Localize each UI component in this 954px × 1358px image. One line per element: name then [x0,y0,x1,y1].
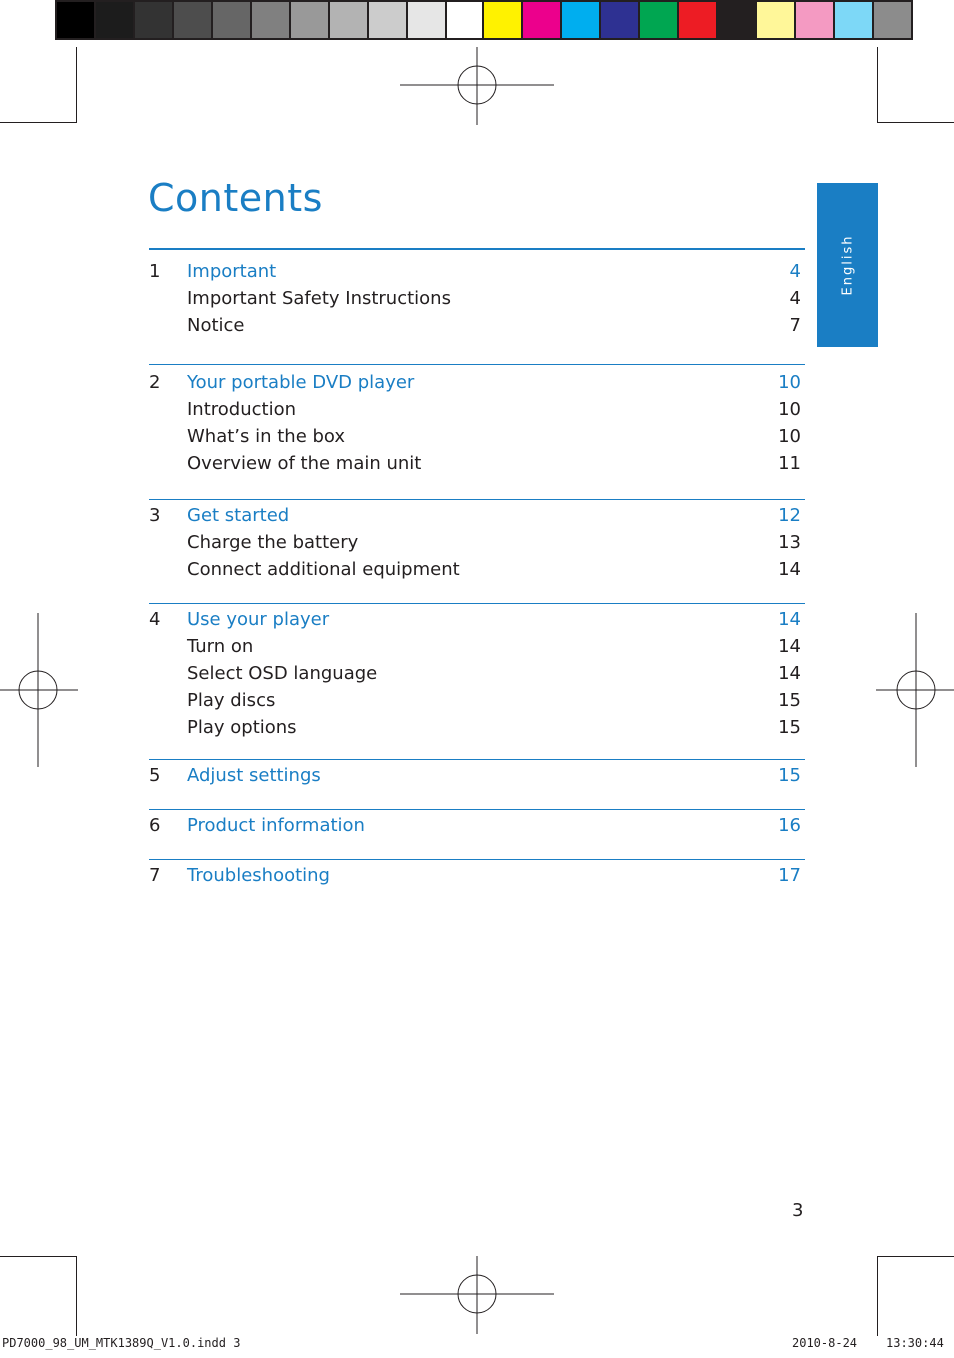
color-swatch [757,0,796,40]
color-swatch [291,0,330,40]
item-label: Notice [187,315,245,336]
item-label: Turn on [187,636,254,657]
toc-chapter-row[interactable] [149,812,805,839]
color-swatch [174,0,213,40]
toc-section [149,809,805,859]
chapter-title: Troubleshooting [187,865,330,886]
chapter-title: Adjust settings [187,765,321,786]
item-page: 15 [778,717,801,738]
color-swatch [523,0,562,40]
crop-mark [0,1256,77,1257]
color-swatch [135,0,174,40]
crop-mark [877,1256,954,1257]
registration-mark-top [400,47,554,125]
color-swatch [447,0,486,40]
chapter-title: Use your player [187,609,330,630]
toc-chapter-row[interactable] [149,258,805,285]
chapter-number: 1 [149,261,161,282]
toc-item-row[interactable] [149,687,805,714]
chapter-number: 7 [149,865,161,886]
registration-mark-left [0,613,78,767]
language-tab [817,183,878,347]
slug-filename: PD7000_98_UM_MTK1389Q_V1.0.indd 3 [2,1336,241,1350]
slug-time: 13:30:44 [886,1336,944,1350]
toc-item-row[interactable] [149,423,805,450]
page-title: Contents [148,176,323,220]
toc-chapter-row[interactable] [149,369,805,396]
item-page: 13 [778,532,801,553]
color-swatch [408,0,447,40]
toc-item-row[interactable] [149,312,805,339]
toc-item-row[interactable] [149,714,805,741]
item-page: 15 [778,690,801,711]
chapter-title: Product information [187,815,365,836]
chapter-number: 2 [149,372,161,393]
color-swatch [55,0,96,40]
crop-mark [0,122,77,123]
toc-item-row[interactable] [149,660,805,687]
color-swatch [562,0,601,40]
item-page: 10 [778,399,801,420]
color-swatch [835,0,874,40]
toc-item-row[interactable] [149,396,805,423]
toc-item-row[interactable] [149,556,805,583]
chapter-number: 5 [149,765,161,786]
item-page: 14 [778,636,801,657]
toc-section [149,759,805,809]
item-label: Charge the battery [187,532,359,553]
item-page: 14 [778,559,801,580]
color-swatch [601,0,640,40]
chapter-number: 4 [149,609,161,630]
toc-chapter-row[interactable] [149,862,805,889]
item-page: 10 [778,426,801,447]
chapter-title: Get started [187,505,290,526]
chapter-page: 15 [778,765,801,786]
toc-chapter-row[interactable] [149,606,805,633]
chapter-title: Important [187,261,277,282]
item-label: Connect additional equipment [187,559,460,580]
toc-item-row[interactable] [149,633,805,660]
chapter-page: 17 [778,865,801,886]
table-of-contents [149,248,805,889]
color-swatch [796,0,835,40]
item-page: 7 [789,315,801,336]
toc-chapter-row[interactable] [149,502,805,529]
chapter-page: 16 [778,815,801,836]
page-number: 3 [792,1200,804,1221]
color-swatch [874,0,913,40]
registration-mark-right [876,613,954,767]
item-page: 4 [789,288,801,309]
color-swatch [640,0,679,40]
color-swatch [252,0,291,40]
chapter-number: 3 [149,505,161,526]
chapter-page: 4 [789,261,801,282]
toc-section [149,499,805,603]
toc-item-row[interactable] [149,529,805,556]
color-swatch [96,0,135,40]
color-swatch [369,0,408,40]
item-label: Play options [187,717,297,738]
crop-mark [877,47,878,122]
color-swatch [718,0,757,40]
color-swatch [330,0,369,40]
toc-section [149,603,805,759]
toc-item-row[interactable] [149,450,805,477]
toc-section [149,364,805,499]
chapter-number: 6 [149,815,161,836]
toc-section [149,248,805,364]
slug-date: 2010-8-24 [792,1336,858,1350]
color-swatch [679,0,718,40]
color-swatch [213,0,252,40]
toc-chapter-row[interactable] [149,762,805,789]
chapter-page: 14 [778,609,801,630]
item-label: Play discs [187,690,276,711]
process-color-bar [482,0,913,40]
item-label: Overview of the main unit [187,453,422,474]
language-tab-label: English [840,234,855,296]
item-page: 11 [778,453,801,474]
item-label: What’s in the box [187,426,346,447]
item-page: 14 [778,663,801,684]
toc-section [149,859,805,889]
grayscale-color-bar [55,0,486,40]
item-label: Introduction [187,399,297,420]
crop-mark [76,47,77,122]
crop-mark [877,122,954,123]
chapter-page: 12 [778,505,801,526]
color-swatch [482,0,523,40]
crop-mark [76,1256,77,1336]
chapter-title: Your portable DVD player [187,372,415,393]
item-label: Important Safety Instructions [187,288,451,309]
item-label: Select OSD language [187,663,378,684]
chapter-page: 10 [778,372,801,393]
toc-item-row[interactable] [149,285,805,312]
registration-mark-bottom [400,1256,554,1334]
crop-mark [877,1256,878,1336]
